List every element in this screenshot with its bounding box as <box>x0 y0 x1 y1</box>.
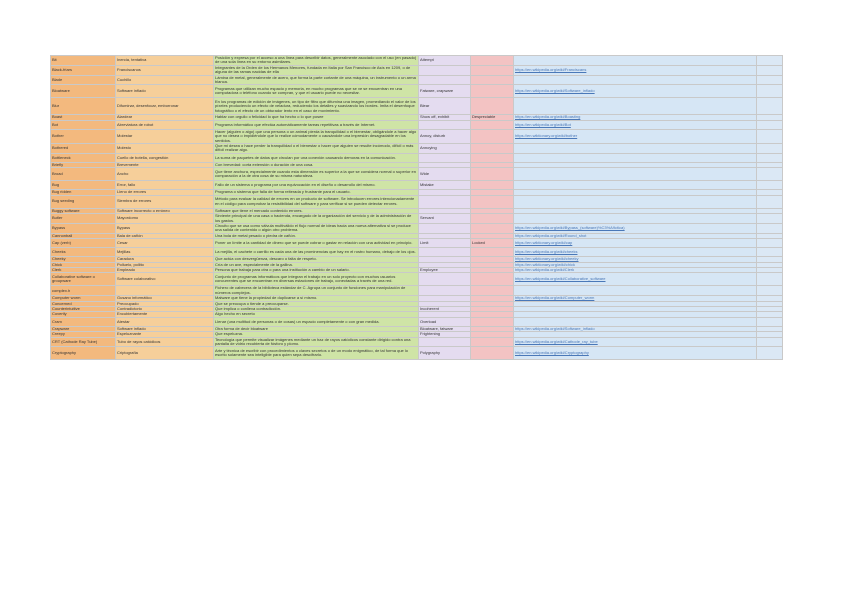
definition-cell: Que actúa con desvergüenza, descaro o falta de respeto. <box>214 257 419 262</box>
table-row <box>51 85 783 98</box>
table-row <box>51 153 783 162</box>
term-cell: Blur <box>51 98 116 115</box>
term-cell: complex.h <box>51 286 116 296</box>
term-cell: Cap (verb) <box>51 239 116 248</box>
translation-cell: Molesto <box>116 144 214 154</box>
definition-cell: Algo hecho en secreto <box>214 312 419 317</box>
translation-cell: Preocupado <box>116 301 214 306</box>
definition-cell: Cría de un ave, especialmente de la gallina. <box>214 262 419 267</box>
definition-cell: Programa informático que efectúa automáticamente tareas repetitivas a través de Internet. <box>214 120 419 129</box>
definition-cell: Persona que trabaja para otra o para una institución a cambio de un salario. <box>214 267 419 272</box>
definition-cell: Programas que utilizan mucho espacio y memoria, en mucho programas que se ve se encuentran en una computadora o teléfono cuando se compran, y que el usuario puede no necesitar. <box>214 85 419 98</box>
empty-cell <box>757 317 783 326</box>
empty-cell <box>757 56 783 66</box>
english-synonym-cell: Annoying <box>419 144 471 154</box>
english-synonym-cell <box>419 337 471 347</box>
term-cell: Boast <box>51 115 116 120</box>
table-row <box>51 98 783 115</box>
link-cell[interactable]: https://en.wikipedia.org/wiki/Boasting <box>514 115 757 120</box>
english-synonym-cell: Polygraphy <box>419 347 471 360</box>
term-cell: Bug ridden <box>51 190 116 195</box>
term-cell: Counterintuitive <box>51 306 116 311</box>
empty-cell <box>757 223 783 233</box>
translation-cell: Criptografía <box>116 347 214 360</box>
term-cell: Blade <box>51 75 116 85</box>
link-cell[interactable]: https://en.wikipedia.org/wiki/Franciscans <box>514 65 757 75</box>
table-row <box>51 168 783 181</box>
definition-cell: Que tiene anchura, especialmente cuando esta dimensión es superior a la que se considera normal o superior en comparación a la de otra cosa de su misma naturaleza. <box>214 168 419 181</box>
translation-cell: Inercia, tentativa <box>116 56 214 66</box>
definition-cell: En los programas de edición de imágenes, un tipo de filtro que difumina una imagen, promediando el valor de los píxeles produciendo un efecto de veladura, reduciendo los detalles y suavizando los bordes. Imita el desenfoque fotográfico o el efecto de un obturador lento en el caso de movimiento. <box>214 98 419 115</box>
tag-cell <box>471 168 514 181</box>
definition-cell: La suma de paquetes de datos que circulan por una conexión causando demoras en la comunicación. <box>214 153 419 162</box>
definition-cell: Software que tiene el mercado contenido errores. <box>214 208 419 213</box>
english-synonym-cell: Overload <box>419 317 471 326</box>
english-synonym-cell: Mistake <box>419 181 471 190</box>
tag-cell <box>471 248 514 257</box>
link-cell[interactable]: https://en.wiktionary.org/wiki/cap <box>514 239 757 248</box>
english-synonym-cell <box>419 195 471 208</box>
link-cell[interactable]: https://en.wiktionary.org/wiki/chick <box>514 262 757 267</box>
tag-cell <box>471 347 514 360</box>
definition-cell: Fichero de cabecera de la biblioteca estándar de C. Agrupa un conjunto de funciones para manipulación de números complejos. <box>214 286 419 296</box>
term-cell: Cannonball <box>51 233 116 238</box>
spreadsheet-table <box>50 55 783 360</box>
link-cell <box>514 75 757 85</box>
empty-cell <box>757 286 783 296</box>
english-synonym-cell: Blear <box>419 98 471 115</box>
link-cell <box>514 214 757 224</box>
table-row <box>51 75 783 85</box>
translation-cell: Caradura <box>116 257 214 262</box>
english-synonym-cell: Annoy, disturb <box>419 129 471 143</box>
term-cell: Creepy <box>51 332 116 337</box>
link-cell <box>514 168 757 181</box>
term-cell: Bug seeding <box>51 195 116 208</box>
english-synonym-cell: Attempt <box>419 56 471 66</box>
translation-cell: Error, fallo <box>116 181 214 190</box>
table-row <box>51 273 783 286</box>
link-cell[interactable]: https://en.wikipedia.org/wiki/Cathode_ray_tube <box>514 337 757 347</box>
definition-cell: Que mi desea o hace perder la tranquilidad o el bienestar o hacer que alguien se resulte incómodo, difícil o más difícil realizar algo. <box>214 144 419 154</box>
translation-cell: Espeluznante <box>116 332 214 337</box>
link-cell <box>514 181 757 190</box>
table-row <box>51 286 783 296</box>
definition-cell: Sirviente principal de una casa o hacienda, encargado de la organización del servicio y de la administración de los gastos. <box>214 214 419 224</box>
link-cell[interactable]: https://en.wikipedia.org/wiki/Computer_worm <box>514 296 757 301</box>
empty-cell <box>757 75 783 85</box>
tag-cell: Locked <box>471 239 514 248</box>
empty-cell <box>757 168 783 181</box>
table-row <box>51 120 783 129</box>
english-synonym-cell <box>419 75 471 85</box>
tag-cell <box>471 317 514 326</box>
translation-cell: Ancho <box>116 168 214 181</box>
tag-cell <box>471 144 514 154</box>
tag-cell <box>471 85 514 98</box>
empty-cell <box>757 214 783 224</box>
definition-cell: Fallo de un sistema o programa por una equivocación en el diseño o desarrollo del mismo. <box>214 181 419 190</box>
translation-cell: Bypass <box>116 223 214 233</box>
term-cell: Briefly <box>51 162 116 167</box>
translation-cell: Abreviatura de robot <box>116 120 214 129</box>
tag-cell <box>471 98 514 115</box>
table-row <box>51 195 783 208</box>
definition-cell: Que implica o conlleva contradicción. <box>214 306 419 311</box>
link-cell[interactable]: https://en.wikipedia.org/wiki/Round_shot <box>514 233 757 238</box>
term-cell: Crapware <box>51 326 116 331</box>
definition-cell: Circuito que se usa como válvula multiválido el flujo normal de ideas hacia una nueva alternativa si se produce una salida de contenido o algún otro problema. <box>214 223 419 233</box>
translation-cell: Brevemente <box>116 162 214 167</box>
link-cell[interactable]: https://en.wikipedia.org/wiki/Bot <box>514 120 757 129</box>
definition-cell: Poner un límite a la cantidad de dinero que se puede cobrar o gastar en relación con una actividad en principio. <box>214 239 419 248</box>
definition-cell: Arte y técnica de escribir con procedimientos o claves secretos o de un modo enigmático, de tal forma que lo escrito solamente sea inteligible para quien sepa descifrarlo. <box>214 347 419 360</box>
translation-cell: Contradictorio <box>116 306 214 311</box>
translation-cell: Lleno de errores <box>116 190 214 195</box>
translation-cell: Tubo de rayos catódicos <box>116 337 214 347</box>
term-cell: Bloatware <box>51 85 116 98</box>
link-cell <box>514 317 757 326</box>
empty-cell <box>757 144 783 154</box>
empty-cell <box>757 153 783 162</box>
definition-cell: Con brevedad: corta extensión o duración de una cosa. <box>214 162 419 167</box>
translation-cell: Software inflado <box>116 85 214 98</box>
link-cell <box>514 286 757 296</box>
definition-cell: Método para evaluar la calidad de errores en un producto de software. Se introducen errores intencionadamente en el código para comprobar la resistibilidad del software y para verificar si se pueden detectar errores. <box>214 195 419 208</box>
term-cell: Collaborative software o groupware <box>51 273 116 286</box>
tag-cell <box>471 223 514 233</box>
term-cell: Cram <box>51 317 116 326</box>
spreadsheet-body <box>51 56 783 360</box>
definition-cell: Tecnología que permite visualizar imágenes mediante un haz de rayos catódicos constante dirigido contra una pantalla de vidrio recubierta de fósforo y plomo. <box>214 337 419 347</box>
link-cell <box>514 153 757 162</box>
table-row <box>51 223 783 233</box>
term-cell: Chick <box>51 262 116 267</box>
english-synonym-cell: Bloatware, fatware <box>419 326 471 331</box>
empty-cell <box>757 337 783 347</box>
english-synonym-cell <box>419 248 471 257</box>
link-cell[interactable]: https://en.wikipedia.org/wiki/cheeks <box>514 248 757 257</box>
translation-cell: Software incorrecto o erróneo <box>116 208 214 213</box>
term-cell: Concerned <box>51 301 116 306</box>
translation-cell: Alardear <box>116 115 214 120</box>
definition-cell: Otra forma de decir bloatware <box>214 326 419 331</box>
term-cell: CRT (Cathode Ray Tube) <box>51 337 116 347</box>
term-cell: Covertly <box>51 312 116 317</box>
translation-cell: Mejillas <box>116 248 214 257</box>
term-cell: Black-friars <box>51 65 116 75</box>
translation-cell: Software colaborativo <box>116 273 214 286</box>
translation-cell: Siembra de errores <box>116 195 214 208</box>
link-cell <box>514 98 757 115</box>
english-synonym-cell <box>419 223 471 233</box>
definition-cell: Hacer (alguien o algo) que una persona o un animal pierda la tranquilidad o el bienestar, obligándole a hacer algo que no desea o impidiéndole que lo realice cómodamente o causándole una impresión desagradable en los sentidos. <box>214 129 419 143</box>
tag-cell <box>471 273 514 286</box>
definition-cell: Que se preocupa o tiende a preocuparse. <box>214 301 419 306</box>
term-cell: Buggy software <box>51 208 116 213</box>
translation-cell: Bala de cañón <box>116 233 214 238</box>
english-synonym-cell: Employee <box>419 267 471 272</box>
translation-cell: Molestar <box>116 129 214 143</box>
tag-cell <box>471 337 514 347</box>
table-row <box>51 337 783 347</box>
table-row <box>51 347 783 360</box>
translation-cell: Mayordomo <box>116 214 214 224</box>
english-synonym-cell <box>419 120 471 129</box>
english-synonym-cell: Show off, exhibit <box>419 115 471 120</box>
empty-cell <box>757 195 783 208</box>
definition-cell: Integrantes de la Orden de los Hermanos Menores, fundada en Italia por San Francisco de Asís en 1209, o de alguna de las ramas nacidas de ella <box>214 65 419 75</box>
definition-cell: Hablar con orgullo o felicidad lo que ha hecho o lo que posee <box>214 115 419 120</box>
english-synonym-cell: Limit <box>419 239 471 248</box>
term-cell: Clerk <box>51 267 116 272</box>
tag-cell <box>471 129 514 143</box>
link-cell[interactable]: https://en.wikipedia.org/wiki/Software_inflado <box>514 85 757 98</box>
term-cell: Bug <box>51 181 116 190</box>
english-synonym-cell <box>419 273 471 286</box>
translation-cell: Polluelo, pollito <box>116 262 214 267</box>
definition-cell: Que espeluzna. <box>214 332 419 337</box>
empty-cell <box>757 239 783 248</box>
definition-cell: Conjunto de programas informáticos que integran el trabajo en un solo proyecto con muchos usuarios concurrentes que se encuentran en diversas estaciones de trabajo, conectadas a través de una red. <box>214 273 419 286</box>
table-row <box>51 56 783 66</box>
translation-cell: Software inflado <box>116 326 214 331</box>
term-cell: Bit <box>51 56 116 66</box>
link-cell[interactable]: https://en.wikipedia.org/wiki/Collaborative_software <box>514 273 757 286</box>
term-cell: Cheeky <box>51 257 116 262</box>
empty-cell <box>757 85 783 98</box>
translation-cell: Franciscanos <box>116 65 214 75</box>
term-cell: Bother <box>51 129 116 143</box>
term-cell: Broad <box>51 168 116 181</box>
definition-cell: Una bola de metal pesado o piedra de cañón. <box>214 233 419 238</box>
tag-cell <box>471 181 514 190</box>
tag-cell <box>471 75 514 85</box>
empty-cell <box>757 120 783 129</box>
translation-cell: Cesar <box>116 239 214 248</box>
english-synonym-cell: Servant <box>419 214 471 224</box>
translation-cell: Encubiertamente <box>116 312 214 317</box>
translation-cell: Atestar <box>116 317 214 326</box>
english-synonym-cell: Wide <box>419 168 471 181</box>
tag-cell: Despreciable <box>471 115 514 120</box>
link-cell[interactable]: https://en.wikipedia.org/wiki/Cryptography <box>514 347 757 360</box>
table-row <box>51 248 783 257</box>
table-row <box>51 129 783 143</box>
table-row <box>51 144 783 154</box>
link-cell[interactable]: https://en.wiktionary.org/wiki/bother <box>514 129 757 143</box>
empty-cell <box>757 181 783 190</box>
table-row <box>51 214 783 224</box>
english-synonym-cell <box>419 65 471 75</box>
table-row <box>51 239 783 248</box>
translation-cell: Empleado <box>116 267 214 272</box>
tag-cell <box>471 286 514 296</box>
term-cell: Bothered <box>51 144 116 154</box>
link-cell <box>514 195 757 208</box>
definition-cell: La mejilla, el cachete o carrillo es cada una de las prominencias que hay en el rostro humano, debajo de los ojos. <box>214 248 419 257</box>
table-row <box>51 181 783 190</box>
term-cell: Butler <box>51 214 116 224</box>
english-synonym-cell <box>419 286 471 296</box>
definition-cell: Malware que tiene la propiedad de duplicarse a sí mismo. <box>214 296 419 301</box>
empty-cell <box>757 248 783 257</box>
tag-cell <box>471 56 514 66</box>
link-cell[interactable]: https://en.wikipedia.org/wiki/Clerk <box>514 267 757 272</box>
translation-cell <box>116 286 214 296</box>
empty-cell <box>757 65 783 75</box>
translation-cell: Difuminar, desenfocar, emborronar <box>116 98 214 115</box>
translation-cell: Cuello de botella, congestión <box>116 153 214 162</box>
tag-cell <box>471 153 514 162</box>
empty-cell <box>757 98 783 115</box>
english-synonym-cell <box>419 153 471 162</box>
table-row <box>51 317 783 326</box>
empty-cell <box>757 273 783 286</box>
link-cell[interactable]: https://en.wiktionary.org/wiki/cheeky <box>514 257 757 262</box>
empty-cell <box>757 347 783 360</box>
link-cell <box>514 56 757 66</box>
table-row <box>51 65 783 75</box>
term-cell: Cheeks <box>51 248 116 257</box>
definition-cell: Programa o sistema que falla de forma reiterada y frustrante para el usuario. <box>214 190 419 195</box>
link-cell <box>514 144 757 154</box>
definition-cell: Llenar (una multitud de personas o de cosas) un espacio completamente o con gran medida. <box>214 317 419 326</box>
term-cell: Bypass <box>51 223 116 233</box>
tag-cell <box>471 214 514 224</box>
term-cell: Computer worm <box>51 296 116 301</box>
tag-cell <box>471 120 514 129</box>
tag-cell <box>471 65 514 75</box>
link-cell[interactable]: https://en.wikipedia.org/wiki/Bypass_(software)%C3%A9ctica) <box>514 223 757 233</box>
definition-cell: Posición y expresa por el acceso a una línea para describir datos, generalmente asociado con el uso (en pasado) de una sola línea en su entorno asimilares. <box>214 56 419 66</box>
term-cell: Bot <box>51 120 116 129</box>
term-cell: Bottleneck <box>51 153 116 162</box>
english-synonym-cell: Incoherent <box>419 306 471 311</box>
term-cell: Cryptography <box>51 347 116 360</box>
definition-cell: Lámina de metal, generalmente de acero, que forma la parte cortante de una máquina, un instrumento o un arma blanca. <box>214 75 419 85</box>
empty-cell <box>757 129 783 143</box>
link-cell[interactable]: https://en.wikipedia.org/wiki/Software_inflado <box>514 326 757 331</box>
english-synonym-cell: Fatware, crapware <box>419 85 471 98</box>
translation-cell: Gusano informático <box>116 296 214 301</box>
tag-cell <box>471 195 514 208</box>
translation-cell: Cuchillo <box>116 75 214 85</box>
english-synonym-cell: Frightening <box>419 332 471 337</box>
